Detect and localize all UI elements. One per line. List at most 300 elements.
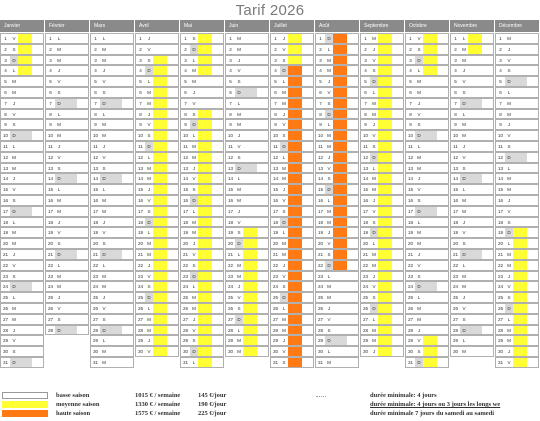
day-cell[interactable]: 22 V	[405, 260, 449, 271]
day-cell[interactable]: 29 M	[360, 335, 404, 346]
day-cell[interactable]: 27 S	[90, 314, 134, 325]
day-cell[interactable]: 10 D	[405, 130, 449, 141]
day-cell[interactable]: 12 V	[45, 152, 89, 163]
day-cell[interactable]: 5 D	[360, 76, 404, 87]
day-cell[interactable]: 23 V	[270, 271, 314, 282]
day-cell[interactable]: 17 S	[135, 206, 179, 217]
day-cell[interactable]: 5 V	[45, 76, 89, 87]
day-cell[interactable]: 12 V	[450, 152, 494, 163]
day-cell[interactable]: 14 J	[405, 173, 449, 184]
day-cell[interactable]: 23 L	[315, 271, 359, 282]
day-cell[interactable]: 24 M	[90, 281, 134, 292]
day-cell[interactable]: 28 L	[225, 325, 269, 336]
day-cell[interactable]: 19 S	[225, 227, 269, 238]
day-cell[interactable]: 12 L	[135, 152, 179, 163]
day-cell[interactable]: 28 M	[360, 325, 404, 336]
day-cell[interactable]: 22 M	[225, 260, 269, 271]
day-cell[interactable]: 17 M	[315, 206, 359, 217]
day-cell[interactable]: 5 V	[450, 76, 494, 87]
day-cell[interactable]: 10 S	[135, 130, 179, 141]
day-cell[interactable]: 5 L	[270, 76, 314, 87]
day-cell[interactable]: 25 J	[450, 292, 494, 303]
day-cell[interactable]: 4 S	[360, 65, 404, 76]
day-cell[interactable]: 29 J	[135, 335, 179, 346]
day-cell[interactable]: 16 V	[135, 195, 179, 206]
day-cell[interactable]: 9 V	[135, 119, 179, 130]
day-cell[interactable]: 18 J	[90, 217, 134, 228]
day-cell[interactable]: 28 D	[90, 325, 134, 336]
day-cell[interactable]: 8 J	[270, 109, 314, 120]
day-cell[interactable]: 18 V	[225, 217, 269, 228]
day-cell[interactable]: 19 M	[405, 227, 449, 238]
day-cell[interactable]: 25 D	[135, 292, 179, 303]
day-cell[interactable]: 28 S	[315, 325, 359, 336]
day-cell[interactable]: 18 S	[360, 217, 404, 228]
day-cell[interactable]: 16 J	[495, 195, 539, 206]
day-cell[interactable]: 11 J	[45, 141, 89, 152]
day-cell[interactable]: 10 M	[45, 130, 89, 141]
day-cell[interactable]: 1 M	[225, 33, 269, 44]
day-cell[interactable]: 6 M	[135, 87, 179, 98]
day-cell[interactable]: 15 J	[270, 184, 314, 195]
day-cell[interactable]: 21 D	[90, 249, 134, 260]
day-cell[interactable]: 13 M	[405, 163, 449, 174]
day-cell[interactable]: 10 M	[450, 130, 494, 141]
day-cell[interactable]: 15 L	[45, 184, 89, 195]
day-cell[interactable]: 10 D	[0, 130, 44, 141]
day-cell[interactable]: 29 J	[270, 335, 314, 346]
day-cell[interactable]: 24 J	[225, 281, 269, 292]
day-cell[interactable]: 5 L	[135, 76, 179, 87]
day-cell[interactable]: 25 L	[0, 292, 44, 303]
day-cell[interactable]: 27 L	[360, 314, 404, 325]
day-cell[interactable]: 19 V	[45, 227, 89, 238]
day-cell[interactable]: 10 M	[315, 130, 359, 141]
day-cell[interactable]: 31 S	[270, 357, 314, 368]
day-cell[interactable]: 11 L	[405, 141, 449, 152]
day-cell[interactable]: 11 M	[315, 141, 359, 152]
day-cell[interactable]: 14 D	[45, 173, 89, 184]
day-cell[interactable]: 26 L	[135, 303, 179, 314]
day-cell[interactable]: 30 J	[495, 346, 539, 357]
day-cell[interactable]: 5 M	[0, 76, 44, 87]
day-cell[interactable]: 3 V	[495, 55, 539, 66]
day-cell[interactable]: 1 V	[0, 33, 44, 44]
day-cell[interactable]: 6 M	[270, 87, 314, 98]
day-cell[interactable]: 17 D	[405, 206, 449, 217]
day-cell[interactable]: 2 L	[315, 44, 359, 55]
day-cell[interactable]: 24 V	[495, 281, 539, 292]
day-cell[interactable]: 18 L	[0, 217, 44, 228]
day-cell[interactable]: 12 J	[315, 152, 359, 163]
day-cell[interactable]: 9 M	[450, 119, 494, 130]
day-cell[interactable]: 18 D	[270, 217, 314, 228]
day-cell[interactable]: 4 J	[90, 65, 134, 76]
day-cell[interactable]: 9 S	[405, 119, 449, 130]
day-cell[interactable]: 24 S	[135, 281, 179, 292]
day-cell[interactable]: 18 L	[405, 217, 449, 228]
day-cell[interactable]: 1 L	[450, 33, 494, 44]
day-cell[interactable]: 15 D	[315, 184, 359, 195]
day-cell[interactable]: 14 M	[135, 173, 179, 184]
day-cell[interactable]: 20 L	[495, 238, 539, 249]
day-cell[interactable]: 24 M	[315, 281, 359, 292]
day-cell[interactable]: 26 V	[45, 303, 89, 314]
day-cell[interactable]: 1 L	[90, 33, 134, 44]
day-cell[interactable]: 13 S	[90, 163, 134, 174]
day-cell[interactable]: 16 V	[270, 195, 314, 206]
day-cell[interactable]: 5 V	[90, 76, 134, 87]
day-cell[interactable]: 27 M	[405, 314, 449, 325]
day-cell[interactable]: 23 S	[0, 271, 44, 282]
day-cell[interactable]: 21 M	[495, 249, 539, 260]
day-cell[interactable]: 6 S	[45, 87, 89, 98]
day-cell[interactable]: 28 M	[135, 325, 179, 336]
day-cell[interactable]: 13 S	[450, 163, 494, 174]
day-cell[interactable]: 28 M	[495, 325, 539, 336]
day-cell[interactable]: 15 L	[90, 184, 134, 195]
day-cell[interactable]: 7 J	[0, 98, 44, 109]
day-cell[interactable]: 22 L	[90, 260, 134, 271]
day-cell[interactable]: 8 V	[405, 109, 449, 120]
day-cell[interactable]: 5 D	[495, 76, 539, 87]
day-cell[interactable]: 25 J	[90, 292, 134, 303]
day-cell[interactable]: 23 M	[450, 271, 494, 282]
day-cell[interactable]: 19 L	[135, 227, 179, 238]
day-cell[interactable]: 11 V	[225, 141, 269, 152]
day-cell[interactable]: 6 M	[0, 87, 44, 98]
day-cell[interactable]: 21 S	[315, 249, 359, 260]
day-cell[interactable]: 3 V	[360, 55, 404, 66]
day-cell[interactable]: 29 M	[495, 335, 539, 346]
day-cell[interactable]: 7 M	[495, 98, 539, 109]
day-cell[interactable]: 13 M	[0, 163, 44, 174]
day-cell[interactable]: 9 L	[315, 119, 359, 130]
day-cell[interactable]: 6 L	[360, 87, 404, 98]
day-cell[interactable]: 26 V	[90, 303, 134, 314]
day-cell[interactable]: 21 M	[360, 249, 404, 260]
day-cell[interactable]: 5 J	[315, 76, 359, 87]
day-cell[interactable]: 22 M	[495, 260, 539, 271]
day-cell[interactable]: 29 M	[225, 335, 269, 346]
day-cell[interactable]: 3 L	[180, 55, 224, 66]
day-cell[interactable]: 3 S	[135, 55, 179, 66]
day-cell[interactable]: 4 D	[135, 65, 179, 76]
day-cell[interactable]: 28 D	[450, 325, 494, 336]
day-cell[interactable]: 18 M	[180, 217, 224, 228]
day-cell[interactable]: 15 M	[225, 184, 269, 195]
day-cell[interactable]: 1 J	[135, 33, 179, 44]
day-cell[interactable]: 20 S	[45, 238, 89, 249]
day-cell[interactable]: 20 M	[405, 238, 449, 249]
day-cell[interactable]: 29 V	[405, 335, 449, 346]
day-cell[interactable]: 9 M	[225, 119, 269, 130]
day-cell[interactable]: 11 M	[180, 141, 224, 152]
day-cell[interactable]: 7 M	[135, 98, 179, 109]
day-cell[interactable]: 30 S	[0, 346, 44, 357]
day-cell[interactable]: 26 J	[315, 303, 359, 314]
day-cell[interactable]: 2 J	[360, 44, 404, 55]
day-cell[interactable]: 9 D	[180, 119, 224, 130]
day-cell[interactable]: 7 V	[180, 98, 224, 109]
day-cell[interactable]: 30 M	[450, 346, 494, 357]
day-cell[interactable]: 8 L	[45, 109, 89, 120]
day-cell[interactable]: 1 L	[45, 33, 89, 44]
day-cell[interactable]: 1 D	[315, 33, 359, 44]
day-cell[interactable]: 4 J	[45, 65, 89, 76]
day-cell[interactable]: 27 M	[270, 314, 314, 325]
day-cell[interactable]: 16 D	[180, 195, 224, 206]
day-cell[interactable]: 24 V	[360, 281, 404, 292]
day-cell[interactable]: 15 V	[0, 184, 44, 195]
day-cell[interactable]: 17 S	[270, 206, 314, 217]
day-cell[interactable]: 23 J	[495, 271, 539, 282]
day-cell[interactable]: 22 L	[45, 260, 89, 271]
day-cell[interactable]: 8 L	[90, 109, 134, 120]
day-cell[interactable]: 27 S	[45, 314, 89, 325]
day-cell[interactable]: 17 M	[450, 206, 494, 217]
day-cell[interactable]: 2 M	[90, 44, 134, 55]
day-cell[interactable]: 14 M	[495, 173, 539, 184]
day-cell[interactable]: 22 V	[0, 260, 44, 271]
day-cell[interactable]: 14 D	[450, 173, 494, 184]
day-cell[interactable]: 10 M	[90, 130, 134, 141]
day-cell[interactable]: 26 M	[180, 303, 224, 314]
day-cell[interactable]: 30 V	[270, 346, 314, 357]
day-cell[interactable]: 1 M	[360, 33, 404, 44]
day-cell[interactable]: 29 S	[180, 335, 224, 346]
day-cell[interactable]: 13 S	[45, 163, 89, 174]
day-cell[interactable]: 27 V	[315, 314, 359, 325]
day-cell[interactable]: 2 V	[135, 44, 179, 55]
day-cell[interactable]: 30 M	[225, 346, 269, 357]
day-cell[interactable]: 20 S	[450, 238, 494, 249]
day-cell[interactable]: 15 L	[450, 184, 494, 195]
day-cell[interactable]: 16 M	[450, 195, 494, 206]
day-cell[interactable]: 15 M	[360, 184, 404, 195]
day-cell[interactable]: 15 S	[180, 184, 224, 195]
day-cell[interactable]: 25 S	[495, 292, 539, 303]
day-cell[interactable]: 14 J	[0, 173, 44, 184]
day-cell[interactable]: 29 V	[0, 335, 44, 346]
day-cell[interactable]: 9 J	[360, 119, 404, 130]
day-cell[interactable]: 2 S	[405, 44, 449, 55]
day-cell[interactable]: 31 M	[90, 357, 134, 368]
day-cell[interactable]: 30 S	[405, 346, 449, 357]
day-cell[interactable]: 26 V	[450, 303, 494, 314]
day-cell[interactable]: 9 J	[495, 119, 539, 130]
day-cell[interactable]: 10 J	[225, 130, 269, 141]
day-cell[interactable]: 31 D	[405, 357, 449, 368]
day-cell[interactable]: 25 D	[270, 292, 314, 303]
day-cell[interactable]: 20 M	[270, 238, 314, 249]
day-cell[interactable]: 11 J	[450, 141, 494, 152]
day-cell[interactable]: 26 L	[270, 303, 314, 314]
day-cell[interactable]: 31 L	[180, 357, 224, 368]
day-cell[interactable]: 30 D	[180, 346, 224, 357]
day-cell[interactable]: 20 J	[180, 238, 224, 249]
day-cell[interactable]: 5 M	[180, 76, 224, 87]
day-cell[interactable]: 31 D	[0, 357, 44, 368]
day-cell[interactable]: 28 J	[405, 325, 449, 336]
day-cell[interactable]: 5 M	[405, 76, 449, 87]
day-cell[interactable]: 7 D	[450, 98, 494, 109]
day-cell[interactable]: 13 L	[360, 163, 404, 174]
day-cell[interactable]: 13 V	[315, 163, 359, 174]
day-cell[interactable]: 19 M	[0, 227, 44, 238]
day-cell[interactable]: 27 J	[180, 314, 224, 325]
day-cell[interactable]: 7 D	[45, 98, 89, 109]
day-cell[interactable]: 3 M	[45, 55, 89, 66]
day-cell[interactable]: 17 V	[495, 206, 539, 217]
day-cell[interactable]: 23 M	[225, 271, 269, 282]
day-cell[interactable]: 16 L	[315, 195, 359, 206]
day-cell[interactable]: 30 V	[135, 346, 179, 357]
day-cell[interactable]: 4 J	[450, 65, 494, 76]
day-cell[interactable]: 23 D	[180, 271, 224, 282]
day-cell[interactable]: 25 L	[405, 292, 449, 303]
day-cell[interactable]: 15 J	[135, 184, 179, 195]
day-cell[interactable]: 8 S	[180, 109, 224, 120]
day-cell[interactable]: 7 M	[360, 98, 404, 109]
day-cell[interactable]: 19 M	[180, 227, 224, 238]
day-cell[interactable]: 28 M	[270, 325, 314, 336]
day-cell[interactable]: 8 L	[450, 109, 494, 120]
day-cell[interactable]: 21 J	[405, 249, 449, 260]
day-cell[interactable]: 27 M	[135, 314, 179, 325]
day-cell[interactable]: 17 M	[45, 206, 89, 217]
day-cell[interactable]: 25 V	[225, 292, 269, 303]
day-cell[interactable]: 24 M	[450, 281, 494, 292]
day-cell[interactable]: 6 S	[450, 87, 494, 98]
day-cell[interactable]: 9 V	[270, 119, 314, 130]
day-cell[interactable]: 19 D	[495, 227, 539, 238]
day-cell[interactable]: 27 M	[0, 314, 44, 325]
day-cell[interactable]: 7 L	[225, 98, 269, 109]
day-cell[interactable]: 3 S	[270, 55, 314, 66]
day-cell[interactable]: 16 S	[0, 195, 44, 206]
day-cell[interactable]: 13 J	[180, 163, 224, 174]
day-cell[interactable]: 16 M	[45, 195, 89, 206]
day-cell[interactable]: 27 D	[225, 314, 269, 325]
day-cell[interactable]: 12 S	[225, 152, 269, 163]
day-cell[interactable]: 8 D	[315, 109, 359, 120]
day-cell[interactable]: 19 L	[270, 227, 314, 238]
day-cell[interactable]: 13 M	[270, 163, 314, 174]
day-cell[interactable]: 24 D	[405, 281, 449, 292]
day-cell[interactable]: 24 L	[180, 281, 224, 292]
day-cell[interactable]: 1 V	[405, 33, 449, 44]
day-cell[interactable]: 6 M	[405, 87, 449, 98]
day-cell[interactable]: 18 D	[135, 217, 179, 228]
day-cell[interactable]: 10 S	[270, 130, 314, 141]
day-cell[interactable]: 16 M	[225, 195, 269, 206]
day-cell[interactable]: 24 M	[45, 281, 89, 292]
day-cell[interactable]: 6 J	[180, 87, 224, 98]
day-cell[interactable]: 10 V	[495, 130, 539, 141]
day-cell[interactable]: 22 D	[315, 260, 359, 271]
day-cell[interactable]: 2 S	[0, 44, 44, 55]
day-cell[interactable]: 21 D	[45, 249, 89, 260]
day-cell[interactable]: 30 L	[315, 346, 359, 357]
day-cell[interactable]: 22 J	[135, 260, 179, 271]
day-cell[interactable]: 21 M	[135, 249, 179, 260]
day-cell[interactable]: 22 M	[360, 260, 404, 271]
day-cell[interactable]: 30 J	[360, 346, 404, 357]
day-cell[interactable]: 3 M	[90, 55, 134, 66]
day-cell[interactable]: 11 S	[360, 141, 404, 152]
day-cell[interactable]: 14 M	[270, 173, 314, 184]
day-cell[interactable]: 23 S	[405, 271, 449, 282]
day-cell[interactable]: 6 V	[315, 87, 359, 98]
day-cell[interactable]: 18 M	[315, 217, 359, 228]
day-cell[interactable]: 8 V	[0, 109, 44, 120]
day-cell[interactable]: 2 J	[495, 44, 539, 55]
day-cell[interactable]: 18 J	[450, 217, 494, 228]
day-cell[interactable]: 16 J	[360, 195, 404, 206]
day-cell[interactable]: 4 M	[180, 65, 224, 76]
day-cell[interactable]: 11 D	[135, 141, 179, 152]
day-cell[interactable]: 15 M	[495, 184, 539, 195]
day-cell[interactable]: 26 S	[225, 303, 269, 314]
day-cell[interactable]: 24 D	[0, 281, 44, 292]
day-cell[interactable]: 11 S	[495, 141, 539, 152]
day-cell[interactable]: 18 J	[45, 217, 89, 228]
day-cell[interactable]: 14 S	[315, 173, 359, 184]
day-cell[interactable]: 7 D	[90, 98, 134, 109]
day-cell[interactable]: 5 S	[225, 76, 269, 87]
day-cell[interactable]: 10 V	[360, 130, 404, 141]
day-cell[interactable]: 14 V	[180, 173, 224, 184]
day-cell[interactable]: 28 V	[180, 325, 224, 336]
day-cell[interactable]: 2 D	[180, 44, 224, 55]
day-cell[interactable]: 2 V	[270, 44, 314, 55]
day-cell[interactable]: 11 J	[90, 141, 134, 152]
day-cell[interactable]: 21 V	[180, 249, 224, 260]
day-cell[interactable]: 19 V	[90, 227, 134, 238]
day-cell[interactable]: 16 M	[90, 195, 134, 206]
day-cell[interactable]: 23 M	[45, 271, 89, 282]
day-cell[interactable]: 4 S	[495, 65, 539, 76]
day-cell[interactable]: 25 S	[360, 292, 404, 303]
day-cell[interactable]: 19 V	[450, 227, 494, 238]
day-cell[interactable]: 25 J	[45, 292, 89, 303]
day-cell[interactable]: 28 D	[45, 325, 89, 336]
day-cell[interactable]: 29 L	[90, 335, 134, 346]
day-cell[interactable]: 20 S	[90, 238, 134, 249]
day-cell[interactable]: 11 L	[0, 141, 44, 152]
day-cell[interactable]: 20 M	[135, 238, 179, 249]
day-cell[interactable]: 28 J	[0, 325, 44, 336]
day-cell[interactable]: 25 M	[180, 292, 224, 303]
day-cell[interactable]: 3 D	[0, 55, 44, 66]
day-cell[interactable]: 19 J	[315, 227, 359, 238]
day-cell[interactable]: 9 M	[90, 119, 134, 130]
day-cell[interactable]: 17 M	[90, 206, 134, 217]
day-cell[interactable]: 13 M	[135, 163, 179, 174]
day-cell[interactable]: 26 D	[495, 303, 539, 314]
day-cell[interactable]: 14 L	[225, 173, 269, 184]
day-cell[interactable]: 7 M	[270, 98, 314, 109]
day-cell[interactable]: 20 L	[360, 238, 404, 249]
day-cell[interactable]: 18 S	[495, 217, 539, 228]
day-cell[interactable]: 11 D	[270, 141, 314, 152]
day-cell[interactable]: 1 J	[270, 33, 314, 44]
day-cell[interactable]: 6 L	[495, 87, 539, 98]
day-cell[interactable]: 22 L	[450, 260, 494, 271]
day-cell[interactable]: 14 M	[360, 173, 404, 184]
day-cell[interactable]: 4 D	[270, 65, 314, 76]
